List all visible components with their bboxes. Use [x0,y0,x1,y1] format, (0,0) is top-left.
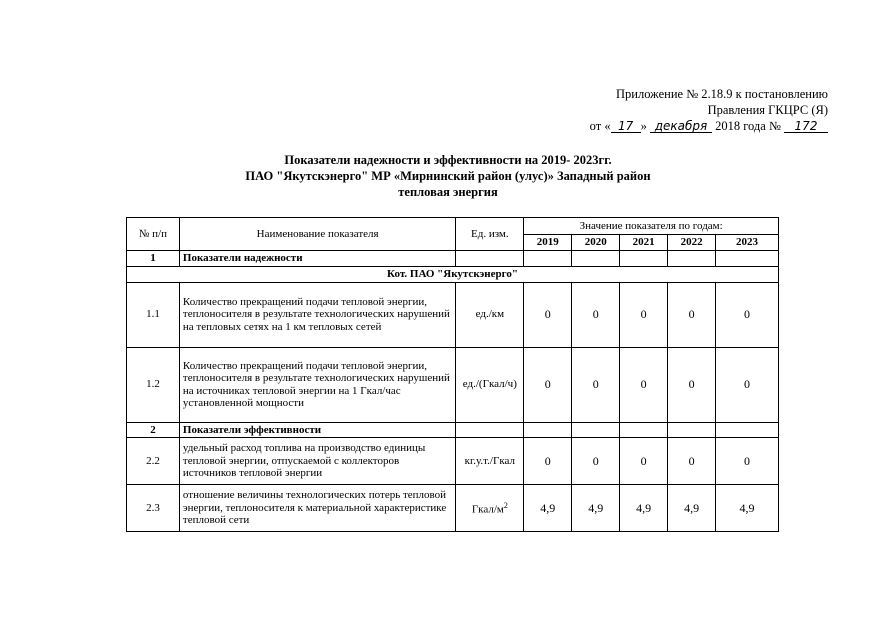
section-row [127,422,779,438]
row-name: Количество прекращений подачи тепловой энергии, теплоносителя в результате технологических нарушений на тепловых сетях на 1 км тепловых сетей [179,282,455,347]
table-header-row [127,218,779,235]
section-row [127,251,779,267]
header-num: № п/п [127,218,180,251]
unit-exponent: 2 [503,500,508,510]
year-2020: 2020 [572,235,620,251]
table-row [127,438,779,485]
unit-text: Гкал/м [471,503,504,516]
row-unit: кг.у.т./Гкал [456,438,524,485]
row-value: 0 [620,347,668,422]
row-value: 4,9 [716,485,779,532]
title-line-2: ПАО "Якутскэнерго" МР «Мирнинский район (улус)» Западный район [245,169,651,183]
year-label: 2018 года № [715,119,781,133]
row-num: 2.3 [127,485,180,532]
boiler-row [127,266,779,282]
section-num: 1 [127,251,180,267]
section-title: Показатели надежности [179,251,455,267]
table-row [127,485,779,532]
table-row [127,347,779,422]
row-value: 0 [524,438,572,485]
table-row [127,282,779,347]
quote-close: » [640,119,647,133]
row-value: 0 [524,347,572,422]
row-value: 0 [716,438,779,485]
row-value: 0 [620,282,668,347]
year-2021: 2021 [620,235,668,251]
row-value: 0 [572,438,620,485]
row-value: 0 [524,282,572,347]
row-value: 0 [572,347,620,422]
row-value: 0 [668,282,716,347]
row-num: 1.1 [127,282,180,347]
row-unit: ед./(Гкал/ч) [456,347,524,422]
indicators-table [126,217,779,532]
row-value: 4,9 [524,485,572,532]
row-value: 0 [668,438,716,485]
boiler-name: Кот. ПАО "Якутскэнерго" [127,266,779,282]
header-line-1: Приложение № 2.18.9 к постановлению [616,87,828,101]
row-name: Количество прекращений подачи тепловой энергии, теплоносителя в результате технологических нарушений на источниках тепловой энергии на 1 Гкал/час установленной мощности [179,347,455,422]
handwritten-day: 17 [611,120,641,133]
year-2022: 2022 [668,235,716,251]
header-values: Значение показателя по годам: [524,218,779,235]
resolution-header [590,86,828,134]
section-num: 2 [127,422,180,438]
row-name: отношение величины технологических потерь тепловой энергии, теплоносителя к материальной характеристике тепловой сети [179,485,455,532]
row-num: 2.2 [127,438,180,485]
row-unit [456,485,524,532]
header-line-2: Правления ГКЦРС (Я) [707,103,828,117]
row-unit: ед./км [456,282,524,347]
handwritten-number: 172 [784,120,828,133]
header-name: Наименование показателя [179,218,455,251]
row-value: 0 [620,438,668,485]
title-line-3: тепловая энергия [398,185,498,199]
header-unit: Ед. изм. [456,218,524,251]
handwritten-month: декабря [650,120,712,133]
header-line-3 [590,118,828,134]
document-title [0,152,896,200]
row-value: 0 [716,282,779,347]
from-label: от « [589,119,611,133]
year-2023: 2023 [716,235,779,251]
title-line-1: Показатели надежности и эффективности на 2019- 2023гг. [284,153,612,167]
row-value: 0 [668,347,716,422]
row-value: 4,9 [668,485,716,532]
row-value: 4,9 [620,485,668,532]
row-name: удельный расход топлива на производство единицы тепловой энергии, отпускаемой с коллекторов источников тепловой энергии [179,438,455,485]
row-num: 1.2 [127,347,180,422]
row-value: 0 [716,347,779,422]
row-value: 4,9 [572,485,620,532]
row-value: 0 [572,282,620,347]
section-title: Показатели эффективности [179,422,455,438]
year-2019: 2019 [524,235,572,251]
